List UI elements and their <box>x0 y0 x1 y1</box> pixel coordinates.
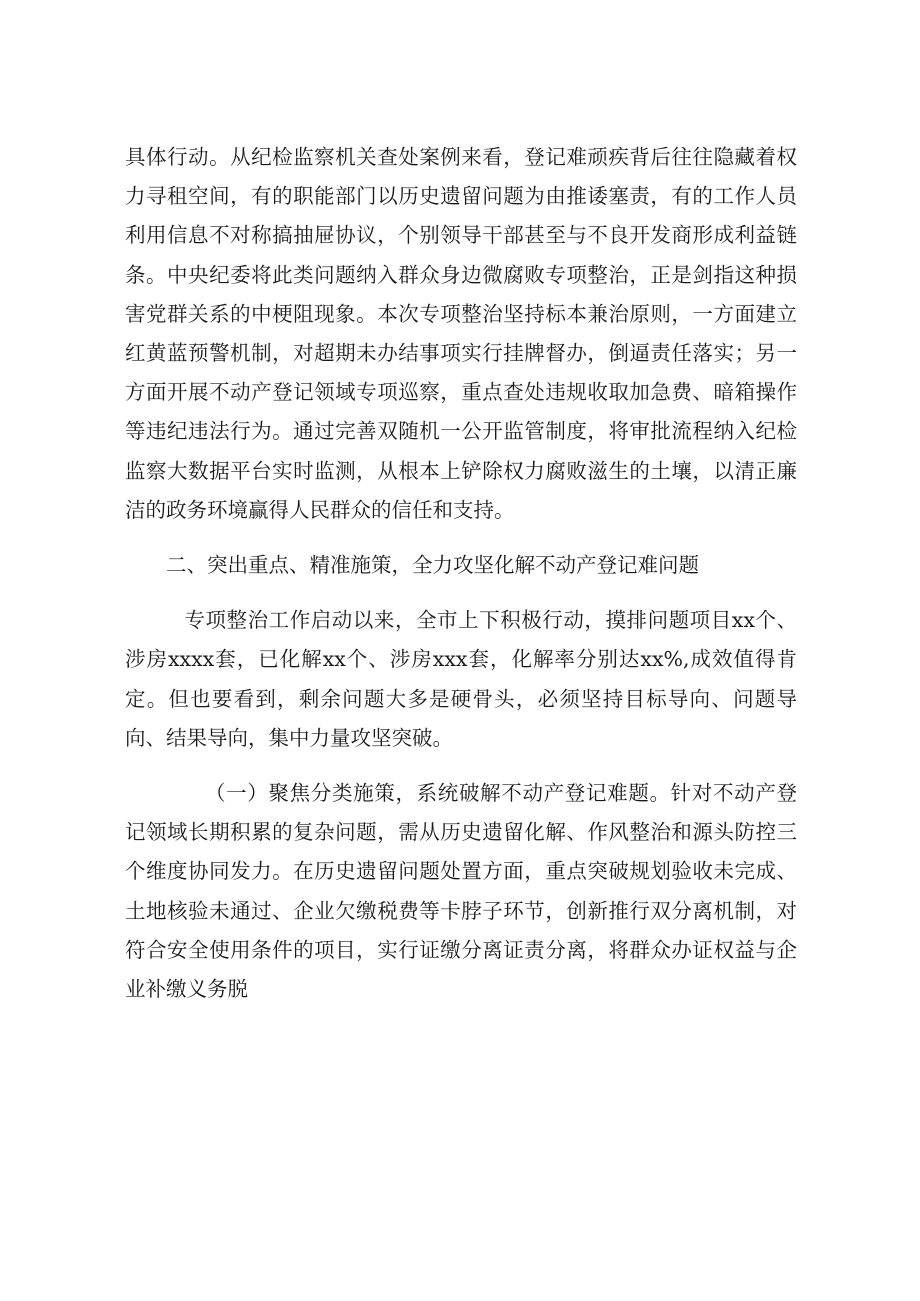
section-heading: 二、突出重点、精准施策，全力攻坚化解不动产登记难问题 <box>166 553 699 578</box>
body-paragraph: 具体行动。从纪检监察机关查处案例来看，登记难顽疾背后往往隐藏着权力寻租空间，有的职能部门以历史遗留问题为由推诿塞责，有的工作人员利用信息不对称搞抽屉协议，个别领导干部甚至与不良开发商形成利益链条。中央纪委将此类问题纳入群众身边微腐败专项整治，正是剑指这种损害党群关系的中梗阻现象。本次专项整治坚持标本兼治原则，一方面建立红黄蓝预警机制，对超期未办结事项实行挂牌督办，倒逼责任落实；另一方面开展不动产登记领域专项巡察，重点查处违规收取加急费、暗箱操作等违纪违法行为。通过完善双随机一公开监管制度，将审批流程纳入纪检监察大数据平台实时监测，从根本上铲除权力腐败滋生的土壤，以清正廉洁的政务环境赢得人民群众的信任和支持。 <box>125 145 797 522</box>
body-paragraph: 专项整治工作启动以来，全市上下积极行动，摸排问题项目xx个、涉房xxxx套，已化解xx个、涉房xxx套，化解率分别达xx%,成效值得肯定。但也要看到，剩余问题大多是硬骨头，必须坚持目标导向、问题导向、结果导向，集中力量攻坚突破。 <box>125 608 797 750</box>
body-paragraph: （一）聚焦分类施策，系统破解不动产登记难题。针对不动产登记领域长期积累的复杂问题，需从历史遗留化解、作风整治和源头防控三个维度协同发力。在历史遗留问题处置方面，重点突破规划验收未完成、土地核验未通过、企业欠缴税费等卡脖子环节，创新推行双分离机制，对符合安全使用条件的项目，实行证缴分离证责分离，将群众办证权益与企业补缴义务脱 <box>125 781 797 1002</box>
document-body <box>125 138 797 1009</box>
